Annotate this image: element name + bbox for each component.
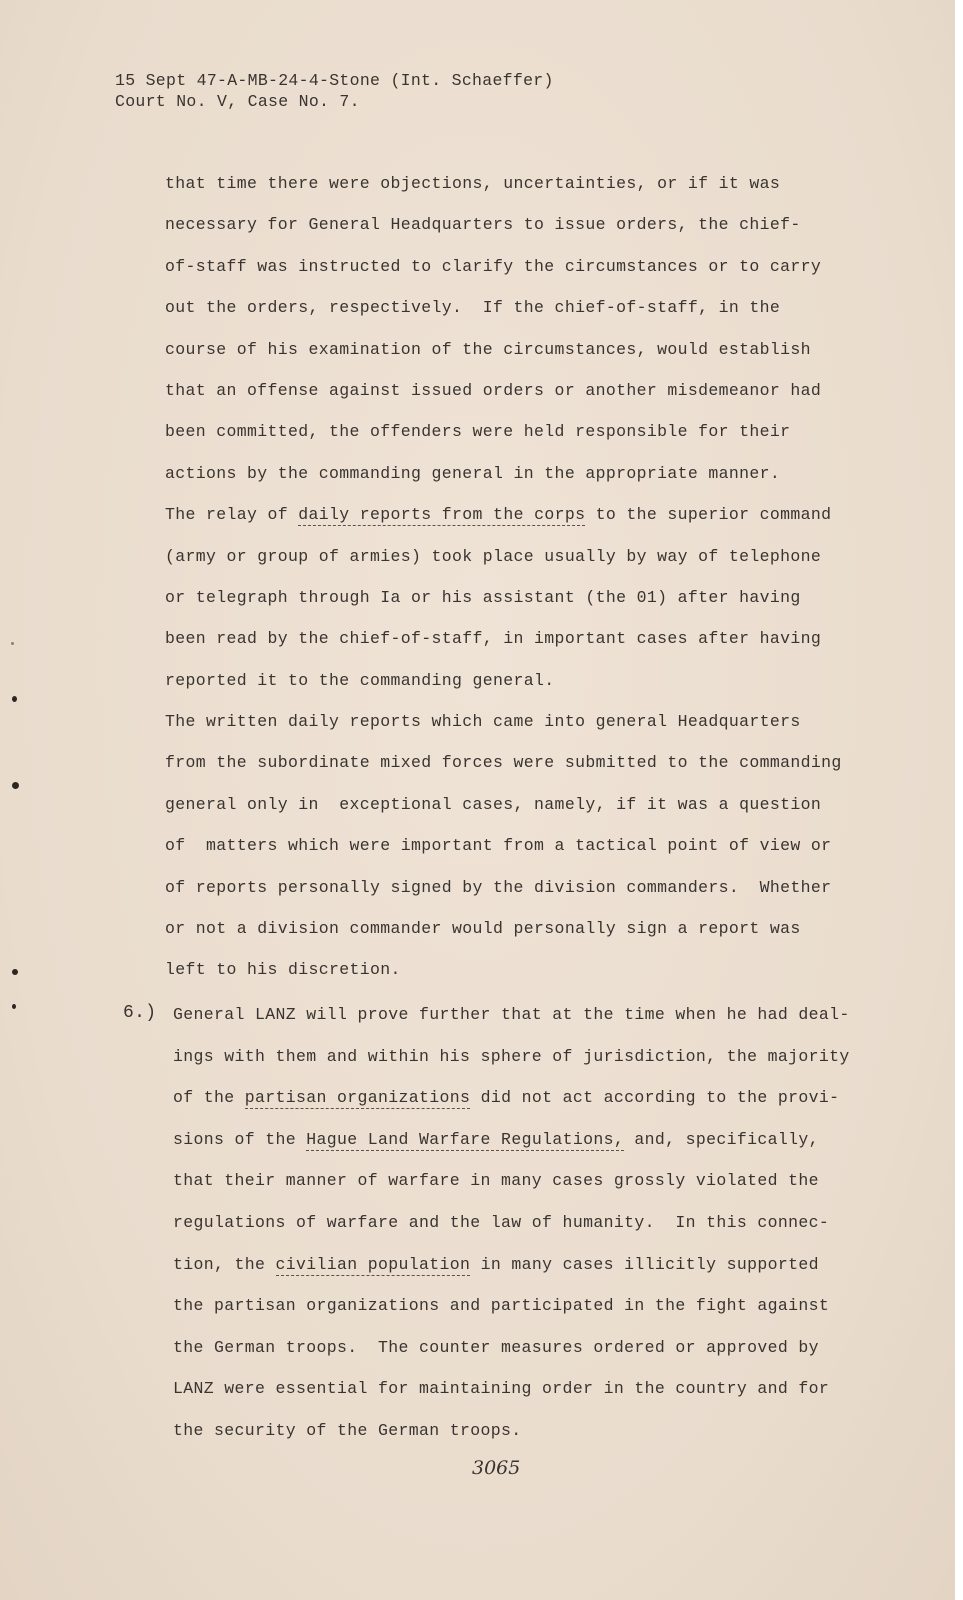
document-header: [115, 70, 554, 112]
text-line: of-staff was instructed to clarify the circumstances or to carry: [165, 256, 822, 276]
text-line: that an offense against issued orders or another misdemeanor had: [165, 380, 822, 400]
margin-mark: [12, 782, 19, 789]
text-line: the security of the German troops.: [173, 1420, 522, 1440]
text-line: ings with them and within his sphere of jurisdiction, the majority: [173, 1046, 850, 1066]
margin-mark: [12, 969, 18, 975]
margin-mark: [12, 1004, 16, 1009]
text-fragment: tion, the: [173, 1254, 276, 1274]
text-line: LANZ were essential for maintaining order in the country and for: [173, 1379, 830, 1399]
header-line-date: 15 Sept 47-A-MB-24-4-Stone (Int. Schaeffer): [115, 71, 554, 90]
text-line: left to his discretion.: [165, 960, 401, 980]
text-line: reported it to the commanding general.: [165, 670, 555, 690]
text-fragment: of the: [173, 1088, 245, 1108]
paragraph-6-lines: [173, 1003, 850, 1461]
text-fragment: did not act according to the provi-: [470, 1088, 840, 1108]
body-paragraphs: [165, 172, 885, 1000]
text-line: that their manner of warfare in many cases grossly violated the: [173, 1171, 819, 1191]
text-line: been committed, the offenders were held responsible for their: [165, 422, 791, 442]
text-line: or not a division commander would personally sign a report was: [165, 919, 801, 939]
text-line: [173, 1128, 850, 1170]
text-line: [173, 1253, 850, 1295]
text-line: course of his examination of the circumstances, would establish: [165, 339, 811, 359]
underlined-phrase: Hague Land Warfare Regulations,: [306, 1129, 625, 1149]
underlined-phrase: daily reports from the corps: [298, 505, 586, 525]
margin-mark: [12, 696, 17, 702]
text-line: of matters which were important from a tactical point of view or: [165, 836, 832, 856]
text-line: out the orders, respectively. If the chief-of-staff, in the: [165, 298, 781, 318]
text-line: (army or group of armies) took place usually by way of telephone: [165, 546, 822, 566]
underlined-phrase: civilian population: [275, 1254, 471, 1274]
text-line: necessary for General Headquarters to issue orders, the chief-: [165, 215, 801, 235]
margin-mark: [11, 642, 14, 645]
text-fragment: and, specifically,: [624, 1129, 819, 1149]
text-line: been read by the chief-of-staff, in important cases after having: [165, 629, 822, 649]
text-fragment: in many cases illicitly supported: [470, 1254, 819, 1274]
text-line: general only in exceptional cases, namely, if it was a question: [165, 794, 822, 814]
text-line: from the subordinate mixed forces were submitted to the commanding: [165, 753, 842, 773]
text-fragment: The relay of: [165, 505, 299, 525]
text-line: General LANZ will prove further that at the time when he had deal-: [173, 1005, 850, 1024]
page-number: 3065: [472, 1457, 521, 1479]
text-line: The written daily reports which came into general Headquarters: [165, 712, 801, 732]
paragraph-number: 6.): [123, 1003, 157, 1023]
text-fragment: sions of the: [173, 1129, 307, 1149]
text-line: or telegraph through Ia or his assistant (the 01) after having: [165, 587, 801, 607]
text-line: that time there were objections, uncertainties, or if it was: [165, 174, 781, 193]
page-edge: [955, 0, 963, 1600]
text-line: regulations of warfare and the law of humanity. In this connec-: [173, 1212, 830, 1232]
text-fragment: to the superior command: [585, 505, 832, 525]
header-line-court: Court No. V, Case No. 7.: [115, 92, 360, 111]
text-line: of reports personally signed by the division commanders. Whether: [165, 877, 832, 897]
text-line: [173, 1086, 850, 1128]
text-line: actions by the commanding general in the appropriate manner.: [165, 463, 781, 483]
text-line: [165, 503, 885, 544]
text-line: the German troops. The counter measures ordered or approved by: [173, 1337, 819, 1357]
text-line: the partisan organizations and participated in the fight against: [173, 1296, 830, 1316]
underlined-phrase: partisan organizations: [244, 1088, 471, 1108]
